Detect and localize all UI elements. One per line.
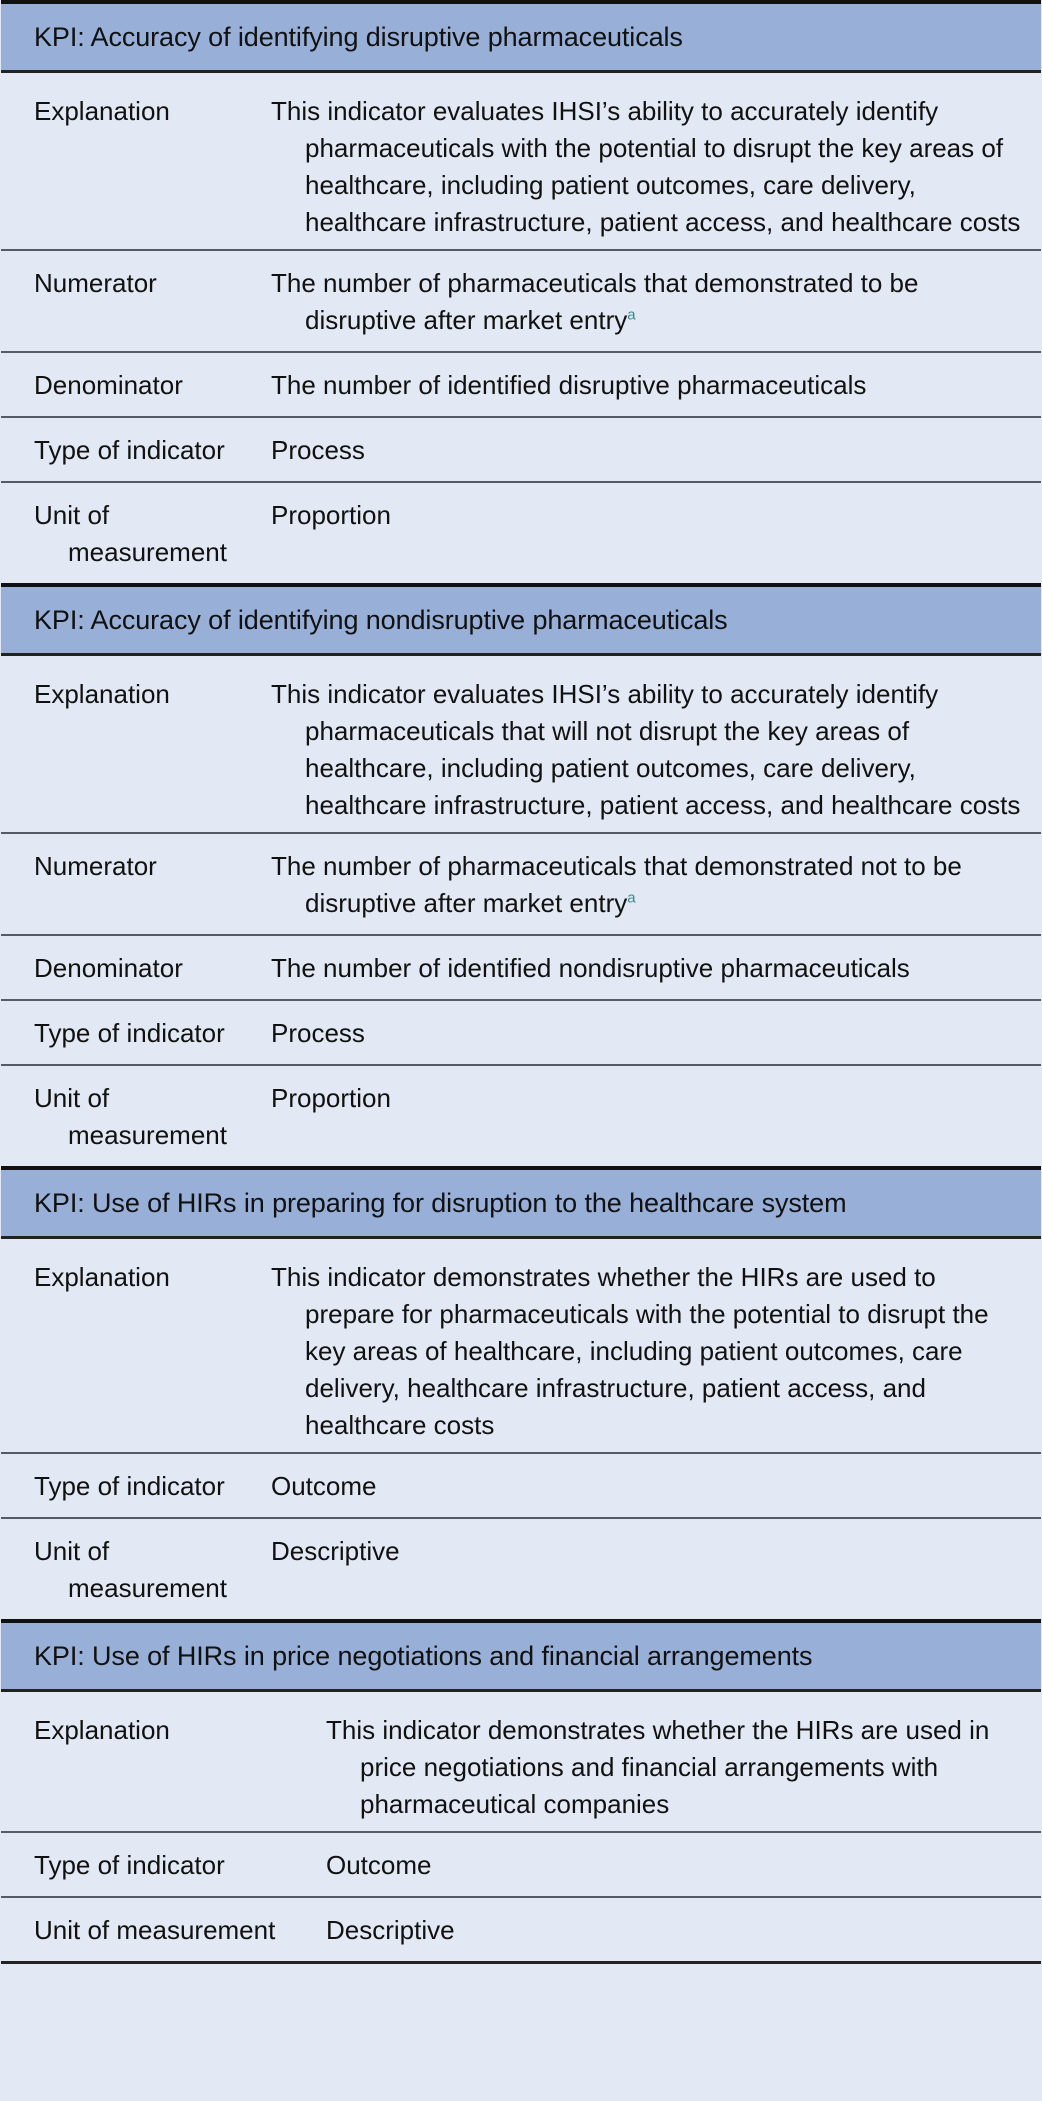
row-label-text: Denominator [34,953,183,983]
kpi-section-title: KPI: Accuracy of identifying nondisruptive pharmaceuticals [1,583,1041,656]
kpi-row-type-of-indicator [1,418,1041,483]
kpi-row-denominator [1,936,1041,1001]
row-value-text: The number of identified nondisruptive pharmaceuticals [271,953,910,983]
row-label-text: Explanation [34,1262,170,1292]
kpi-section-3 [1,1166,1041,1619]
row-value-text: This indicator demonstrates whether the HIRs are used to prepare for pharmaceuticals with the potential to disrupt the key areas of healthcare, including patient outcomes, care delivery, healthcare infrastructure, patient access, and healthcare costs [271,1262,989,1440]
kpi-section-title: KPI: Use of HIRs in preparing for disruption to the healthcare system [1,1166,1041,1239]
kpi-row-explanation [1,1239,1041,1454]
footnote-marker: a [627,889,636,907]
row-value-text: This indicator demonstrates whether the HIRs are used in price negotiations and financial arrangements with pharmaceutical companies [326,1715,990,1819]
row-value-text: The number of pharmaceuticals that demonstrated to be disruptive after market entry [271,268,919,335]
row-value-text: The number of pharmaceuticals that demonstrated not to be disruptive after market entry [271,851,962,918]
row-label-text: Type of indicator [34,1471,225,1501]
row-value-text: This indicator evaluates IHSI’s ability to accurately identify pharmaceuticals that will not disrupt the key areas of healthcare, including patient outcomes, care delivery, healthcare infrastructure, patient access, and healthcare costs [271,679,1021,820]
footnote-marker: a [627,306,636,324]
kpi-section-2 [1,583,1041,1166]
row-label-text: Type of indicator [34,1018,225,1048]
row-value-text: Outcome [326,1850,432,1880]
row-value-text: Outcome [271,1471,377,1501]
kpi-section-title: KPI: Use of HIRs in price negotiations and financial arrangements [1,1619,1041,1692]
kpi-row-explanation [1,73,1041,251]
row-label-text: Unit of measurement [34,500,227,567]
row-label-text: Unit of measurement [34,1915,276,1945]
row-label-text: Type of indicator [34,435,225,465]
kpi-section-1 [1,0,1041,583]
kpi-section-title: KPI: Accuracy of identifying disruptive pharmaceuticals [1,0,1041,73]
kpi-row-denominator [1,353,1041,418]
kpi-row-explanation [1,656,1041,834]
row-value-text: Proportion [271,1083,391,1113]
row-label-text: Numerator [34,851,157,881]
kpi-row-unit-of-measurement [1,1519,1041,1619]
kpi-row-unit-of-measurement [1,483,1041,583]
kpi-row-numerator [1,834,1041,936]
row-value-text: Process [271,435,365,465]
row-value-text: This indicator evaluates IHSI’s ability to accurately identify pharmaceuticals with the potential to disrupt the key areas of healthcare, including patient outcomes, care delivery, healthcare infrastructure, patient access, and healthcare costs [271,96,1021,237]
kpi-row-type-of-indicator [1,1001,1041,1066]
kpi-section-4 [1,1619,1041,1961]
row-label-text: Explanation [34,96,170,126]
kpi-row-type-of-indicator [1,1833,1041,1898]
row-value-text: Proportion [271,500,391,530]
kpi-table [1,0,1041,1964]
kpi-row-unit-of-measurement [1,1066,1041,1166]
kpi-row-unit-of-measurement [1,1898,1041,1961]
row-label-text: Unit of measurement [34,1083,227,1150]
kpi-row-explanation [1,1692,1041,1833]
row-label-text: Unit of measurement [34,1536,227,1603]
row-value-text: Descriptive [271,1536,400,1566]
row-value-text: The number of identified disruptive pharmaceuticals [271,370,867,400]
kpi-row-type-of-indicator [1,1454,1041,1519]
row-label-text: Denominator [34,370,183,400]
row-label-text: Explanation [34,1715,170,1745]
row-value-text: Process [271,1018,365,1048]
kpi-row-numerator [1,251,1041,353]
row-value-text: Descriptive [326,1915,455,1945]
row-label-text: Explanation [34,679,170,709]
row-label-text: Type of indicator [34,1850,225,1880]
row-label-text: Numerator [34,268,157,298]
